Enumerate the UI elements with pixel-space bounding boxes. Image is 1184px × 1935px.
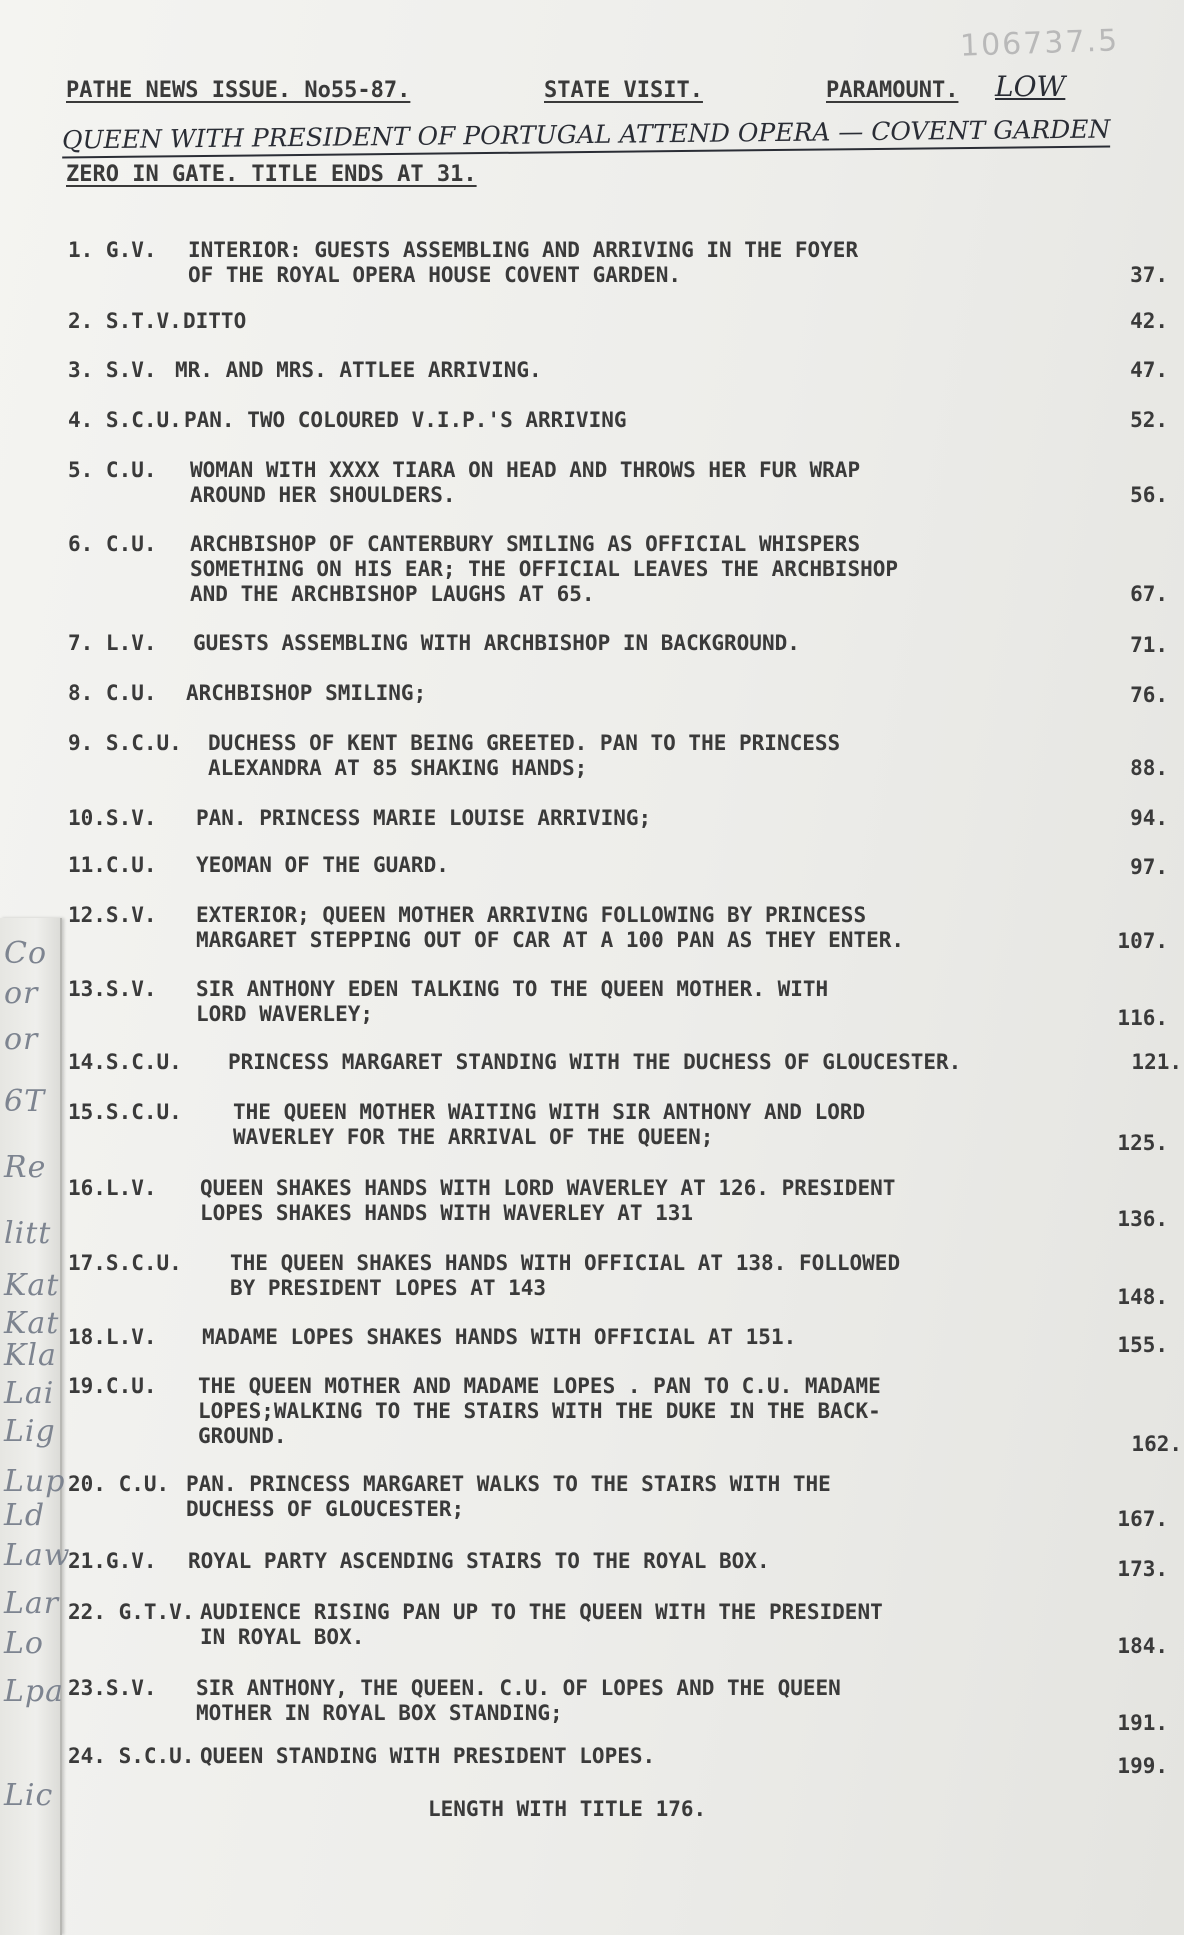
shot-description: THE QUEEN MOTHER WAITING WITH SIR ANTHONY AND LORD WAVERLEY FOR THE ARRIVAL OF THE QUEEN; (233, 1100, 866, 1149)
archive-reference-number: 106737.5 (959, 23, 1120, 64)
shot-timecode: 76. (1130, 683, 1168, 707)
shot-number: 5. C.U. (68, 458, 157, 482)
shot-description: DUCHESS OF KENT BEING GREETED. PAN TO THE PRINCESS ALEXANDRA AT 85 SHAKING HANDS; (208, 731, 841, 780)
shot-timecode: 116. (1117, 1006, 1168, 1030)
company-label: PARAMOUNT. (826, 78, 959, 103)
strip-mark: 6T (4, 1084, 46, 1119)
shot-timecode: 191. (1117, 1711, 1168, 1735)
strip-mark: Ld (4, 1498, 46, 1533)
shot-number: 15.S.C.U. (68, 1100, 182, 1124)
shot-timecode: 121. (1131, 1050, 1182, 1074)
shot-description: ARCHBISHOP SMILING; (186, 681, 427, 705)
shot-number: 17.S.C.U. (68, 1251, 182, 1275)
shot-timecode: 162. (1131, 1432, 1182, 1456)
strip-mark: or (4, 1022, 39, 1057)
shot-timecode: 107. (1117, 929, 1168, 953)
strip-mark: Lar (4, 1586, 60, 1621)
shot-number: 13.S.V. (68, 977, 157, 1001)
shot-timecode: 56. (1130, 483, 1168, 507)
shot-timecode: 47. (1130, 358, 1168, 382)
strip-mark: Kla (4, 1338, 57, 1373)
shot-timecode: 167. (1117, 1507, 1168, 1531)
shot-number: 12.S.V. (68, 903, 157, 927)
shot-number: 6. C.U. (68, 532, 157, 556)
shot-description: MR. AND MRS. ATTLEE ARRIVING. (175, 358, 542, 382)
shot-timecode: 94. (1130, 806, 1168, 830)
shot-description: THE QUEEN MOTHER AND MADAME LOPES . PAN TO C.U. MADAME LOPES;WALKING TO THE STAIRS WITH THE DUKE IN THE BACK- GROUND. (198, 1374, 881, 1448)
header-row (66, 78, 1086, 112)
shot-timecode: 155. (1117, 1333, 1168, 1357)
shot-number: 7. L.V. (68, 631, 157, 655)
shot-description: ROYAL PARTY ASCENDING STAIRS TO THE ROYAL BOX. (188, 1549, 770, 1573)
zero-in-gate-line: ZERO IN GATE. TITLE ENDS AT 31. (66, 162, 477, 187)
strip-mark: Law (4, 1538, 71, 1573)
shot-number: 20. C.U. (68, 1472, 170, 1496)
shot-timecode: 52. (1130, 408, 1168, 432)
strip-mark: Kat (4, 1306, 60, 1341)
shot-number: 22. G.T.V. (68, 1600, 195, 1624)
shot-description: INTERIOR: GUESTS ASSEMBLING AND ARRIVING IN THE FOYER OF THE ROYAL OPERA HOUSE COVENT GARDEN. (188, 238, 859, 287)
shot-timecode: 88. (1130, 756, 1168, 780)
strip-mark: litt (4, 1216, 52, 1251)
strip-mark: Lo (4, 1626, 44, 1661)
shot-description: PAN. PRINCESS MARIE LOUISE ARRIVING; (196, 806, 652, 830)
shot-description: THE QUEEN SHAKES HANDS WITH OFFICIAL AT 138. FOLLOWED BY PRESIDENT LOPES AT 143 (230, 1251, 901, 1300)
shot-timecode: 42. (1130, 309, 1168, 333)
strip-mark: Kat (4, 1268, 60, 1303)
shot-description: PAN. PRINCESS MARGARET WALKS TO THE STAIRS WITH THE DUCHESS OF GLOUCESTER; (186, 1472, 831, 1521)
shot-description: DITTO (183, 309, 247, 333)
shot-timecode: 97. (1130, 855, 1168, 879)
shot-number: 9. S.C.U. (68, 731, 182, 755)
shot-description: AUDIENCE RISING PAN UP TO THE QUEEN WITH THE PRESIDENT IN ROYAL BOX. (200, 1600, 883, 1649)
strip-mark: Lig (4, 1414, 56, 1449)
shot-description: EXTERIOR; QUEEN MOTHER ARRIVING FOLLOWING BY PRINCESS MARGARET STEPPING OUT OF CAR AT A 100 PAN AS THEY ENTER. (196, 903, 905, 952)
shot-description: GUESTS ASSEMBLING WITH ARCHBISHOP IN BACKGROUND. (193, 631, 800, 655)
issue-label: PATHE NEWS ISSUE. No55-87. (66, 78, 411, 103)
handwritten-description: QUEEN WITH PRESIDENT OF PORTUGAL ATTEND OPERA — COVENT GARDEN (62, 115, 1111, 159)
shot-timecode: 37. (1130, 263, 1168, 287)
shot-timecode: 125. (1117, 1131, 1168, 1155)
handwritten-code: LOW (995, 70, 1066, 103)
shot-description: PRINCESS MARGARET STANDING WITH THE DUCHESS OF GLOUCESTER. (228, 1050, 962, 1074)
strip-mark: or (4, 976, 39, 1011)
strip-mark: Lic (4, 1778, 54, 1813)
shot-description: SIR ANTHONY EDEN TALKING TO THE QUEEN MOTHER. WITH LORD WAVERLEY; (196, 977, 829, 1026)
shot-description: QUEEN STANDING WITH PRESIDENT LOPES. (200, 1744, 656, 1768)
shot-description: MADAME LOPES SHAKES HANDS WITH OFFICIAL AT 151. (202, 1325, 797, 1349)
shot-number: 14.S.C.U. (68, 1050, 182, 1074)
length-with-title: LENGTH WITH TITLE 176. (428, 1797, 707, 1821)
strip-mark: Re (4, 1150, 47, 1185)
story-title: STATE VISIT. (544, 78, 703, 103)
shot-number: 10.S.V. (68, 806, 157, 830)
shot-timecode: 148. (1117, 1285, 1168, 1309)
shot-number: 2. S.T.V. (68, 309, 182, 333)
shot-number: 18.L.V. (68, 1325, 157, 1349)
strip-mark: Lpa (4, 1674, 65, 1709)
shot-number: 8. C.U. (68, 681, 157, 705)
shot-description: YEOMAN OF THE GUARD. (196, 853, 449, 877)
shot-number: 1. G.V. (68, 238, 157, 262)
strip-mark: Lup (4, 1464, 66, 1499)
shot-description: PAN. TWO COLOURED V.I.P.'S ARRIVING (184, 408, 627, 432)
shot-timecode: 199. (1117, 1754, 1168, 1778)
shot-number: 3. S.V. (68, 358, 157, 382)
shot-timecode: 184. (1117, 1634, 1168, 1658)
shot-description: SIR ANTHONY, THE QUEEN. C.U. OF LOPES AND THE QUEEN MOTHER IN ROYAL BOX STANDING; (196, 1676, 841, 1725)
shot-description: ARCHBISHOP OF CANTERBURY SMILING AS OFFICIAL WHISPERS SOMETHING ON HIS EAR; THE OFFICIAL LEAVES THE ARCHBISHOP AND THE ARCHBISHOP LAUGHS AT 65. (190, 532, 899, 606)
shot-number: 24. S.C.U. (68, 1744, 195, 1768)
shot-number: 11.C.U. (68, 853, 157, 877)
shot-number: 21.G.V. (68, 1549, 157, 1573)
shot-description: QUEEN SHAKES HANDS WITH LORD WAVERLEY AT 126. PRESIDENT LOPES SHAKES HANDS WITH WAVERLEY AT 131 (200, 1176, 896, 1225)
shot-timecode: 136. (1117, 1207, 1168, 1231)
shot-timecode: 173. (1117, 1557, 1168, 1581)
shot-number: 23.S.V. (68, 1676, 157, 1700)
strip-mark: Lai (4, 1376, 55, 1411)
shot-number: 19.C.U. (68, 1374, 157, 1398)
shot-number: 4. S.C.U. (68, 408, 182, 432)
shot-description: WOMAN WITH XXXX TIARA ON HEAD AND THROWS HER FUR WRAP AROUND HER SHOULDERS. (190, 458, 861, 507)
attached-paper-strip (0, 918, 71, 1935)
shot-number: 16.L.V. (68, 1176, 157, 1200)
shot-timecode: 67. (1130, 582, 1168, 606)
shot-timecode: 71. (1130, 633, 1168, 657)
strip-mark: Co (4, 936, 48, 971)
